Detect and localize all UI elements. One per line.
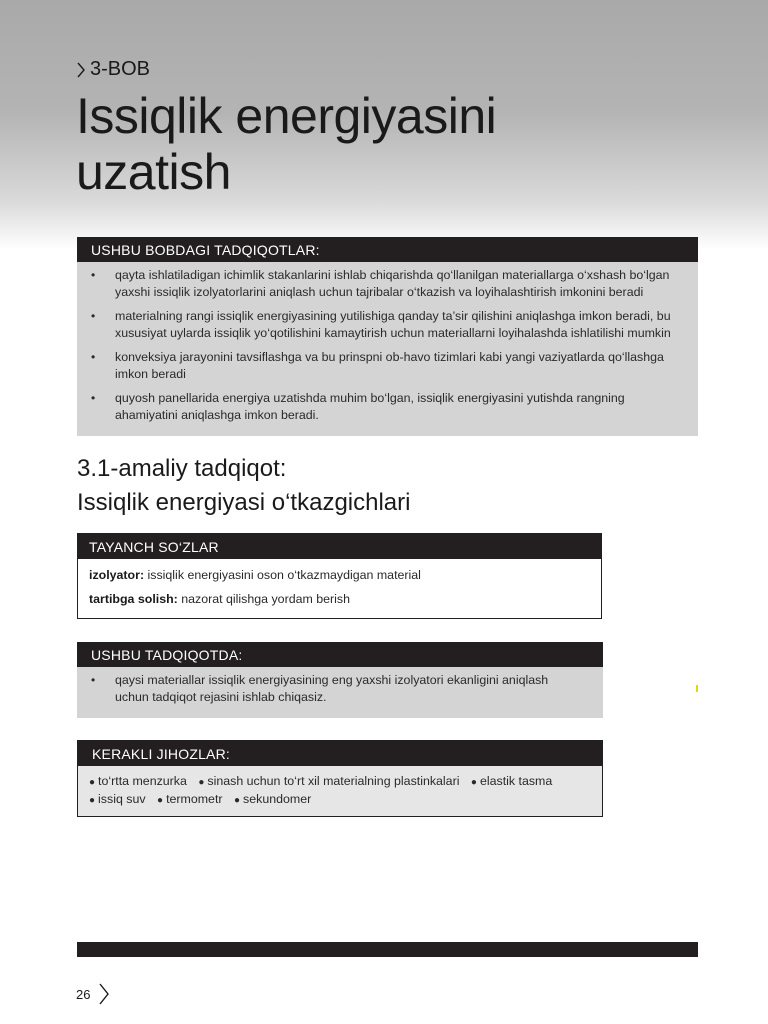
- keywords-box: [77, 533, 602, 619]
- material-text: sinash uchun to‘rt xil materialning plastinkalari: [207, 774, 460, 788]
- keyword-term: izolyator:: [89, 568, 145, 582]
- study-item-text: qaysi materiallar issiqlik energiyasining eng yaxshi izolyatori ekanligini aniqlash uchun tadqiqot rejasini ishlab chiqasiz.: [115, 673, 549, 704]
- bullet-icon: ●: [233, 795, 241, 806]
- chapter-research-box: [77, 237, 698, 436]
- list-item: [91, 308, 678, 341]
- materials-box: [77, 740, 603, 817]
- decorative-mark: [696, 685, 698, 692]
- study-box-heading: USHBU TADQIQOTDA:: [77, 642, 603, 667]
- research-list: [77, 262, 698, 423]
- material-text: termometr: [166, 792, 223, 806]
- material-item: [198, 774, 459, 788]
- research-item-text: materialning rangi issiqlik energiyasining yutilishiga qanday ta’sir qilishini aniqlashga imkon beradi, bu xususiyat uylarda issiqlik yo‘qotilishini kamaytirish uchun materiallarni loyihalashda ishlatilishi mumkin: [115, 309, 671, 340]
- chevron-right-icon: [76, 61, 86, 79]
- keyword-definition: nazorat qilishga yordam berish: [177, 592, 350, 606]
- materials-row: [78, 791, 602, 809]
- chapter-title-line-1: Issiqlik energiyasini: [76, 88, 497, 144]
- bullet-icon: •: [91, 268, 96, 282]
- bullet-icon: •: [91, 309, 96, 323]
- list-item: [91, 390, 678, 423]
- bullet-icon: ●: [198, 777, 205, 788]
- bullet-icon: ●: [157, 795, 164, 806]
- keyword-entry: [78, 592, 601, 606]
- chapter-title: [76, 88, 636, 200]
- list-item: [91, 349, 678, 382]
- materials-row: [78, 773, 602, 791]
- bullet-icon: •: [91, 391, 96, 405]
- keyword-definition: issiqlik energiyasini oson o‘tkazmaydigan material: [144, 568, 421, 582]
- material-item: [89, 774, 187, 788]
- material-item: [234, 792, 311, 806]
- study-box: [77, 642, 603, 718]
- material-item: [471, 774, 552, 788]
- research-item-text: qayta ishlatiladigan ichimlik stakanlarini ishlab chiqarishda qo‘llanilgan materiallarga o‘xshash bo‘lgan yaxshi issiqlik izolyatorlarini aniqlash uchun tajribalar o‘tkazish va loyihalashtirish imkonini beradi: [115, 268, 670, 299]
- material-text: elastik tasma: [479, 774, 553, 788]
- material-text: to‘rtta menzurka: [98, 774, 187, 788]
- research-item-text: quyosh panellarida energiya uzatishda muhim bo‘lgan, issiqlik energiyasini yutishda rangning ahamiyatini aniqlashga imkon beradi.: [115, 391, 625, 422]
- footer-bar: [77, 942, 698, 957]
- next-page-chevron-icon: [98, 982, 110, 1006]
- section-title-line-2: Issiqlik energiyasi o‘tkazgichlari: [77, 489, 411, 516]
- bullet-icon: •: [91, 350, 96, 364]
- material-text: issiq suv: [98, 792, 146, 806]
- material-item: [89, 792, 146, 806]
- research-box-heading: USHBU BOBDAGI TADQIQOTLAR:: [77, 237, 698, 262]
- section-title: [77, 452, 677, 520]
- keywords-box-heading: TAYANCH SO‘ZLAR: [78, 534, 601, 559]
- keyword-entry: [78, 568, 601, 582]
- page-number-text: 26: [76, 986, 91, 1002]
- material-item: [157, 792, 223, 806]
- chapter-title-line-2: uzatish: [76, 144, 231, 200]
- material-text: sekundomer: [243, 792, 312, 806]
- study-list: [77, 667, 603, 705]
- bullet-icon: ●: [470, 777, 477, 788]
- materials-box-heading: KERAKLI JIHOZLAR:: [78, 741, 602, 766]
- page-number: [76, 982, 110, 1006]
- section-title-line-1: 3.1-amaliy tadqiqot:: [77, 455, 287, 482]
- research-item-text: konveksiya jarayonini tavsiflashga va bu prinspni ob-havo tizimlari kabi yangi vaziyatlarda qo‘llashga imkon beradi: [115, 350, 664, 381]
- list-item: [91, 267, 678, 300]
- chapter-number: 3-BOB: [90, 58, 151, 80]
- keyword-term: tartibga solish:: [89, 592, 178, 606]
- bullet-icon: •: [91, 673, 96, 687]
- bullet-icon: ●: [89, 777, 96, 788]
- list-item: [91, 672, 583, 705]
- chapter-label: [76, 58, 150, 81]
- bullet-icon: ●: [89, 795, 96, 806]
